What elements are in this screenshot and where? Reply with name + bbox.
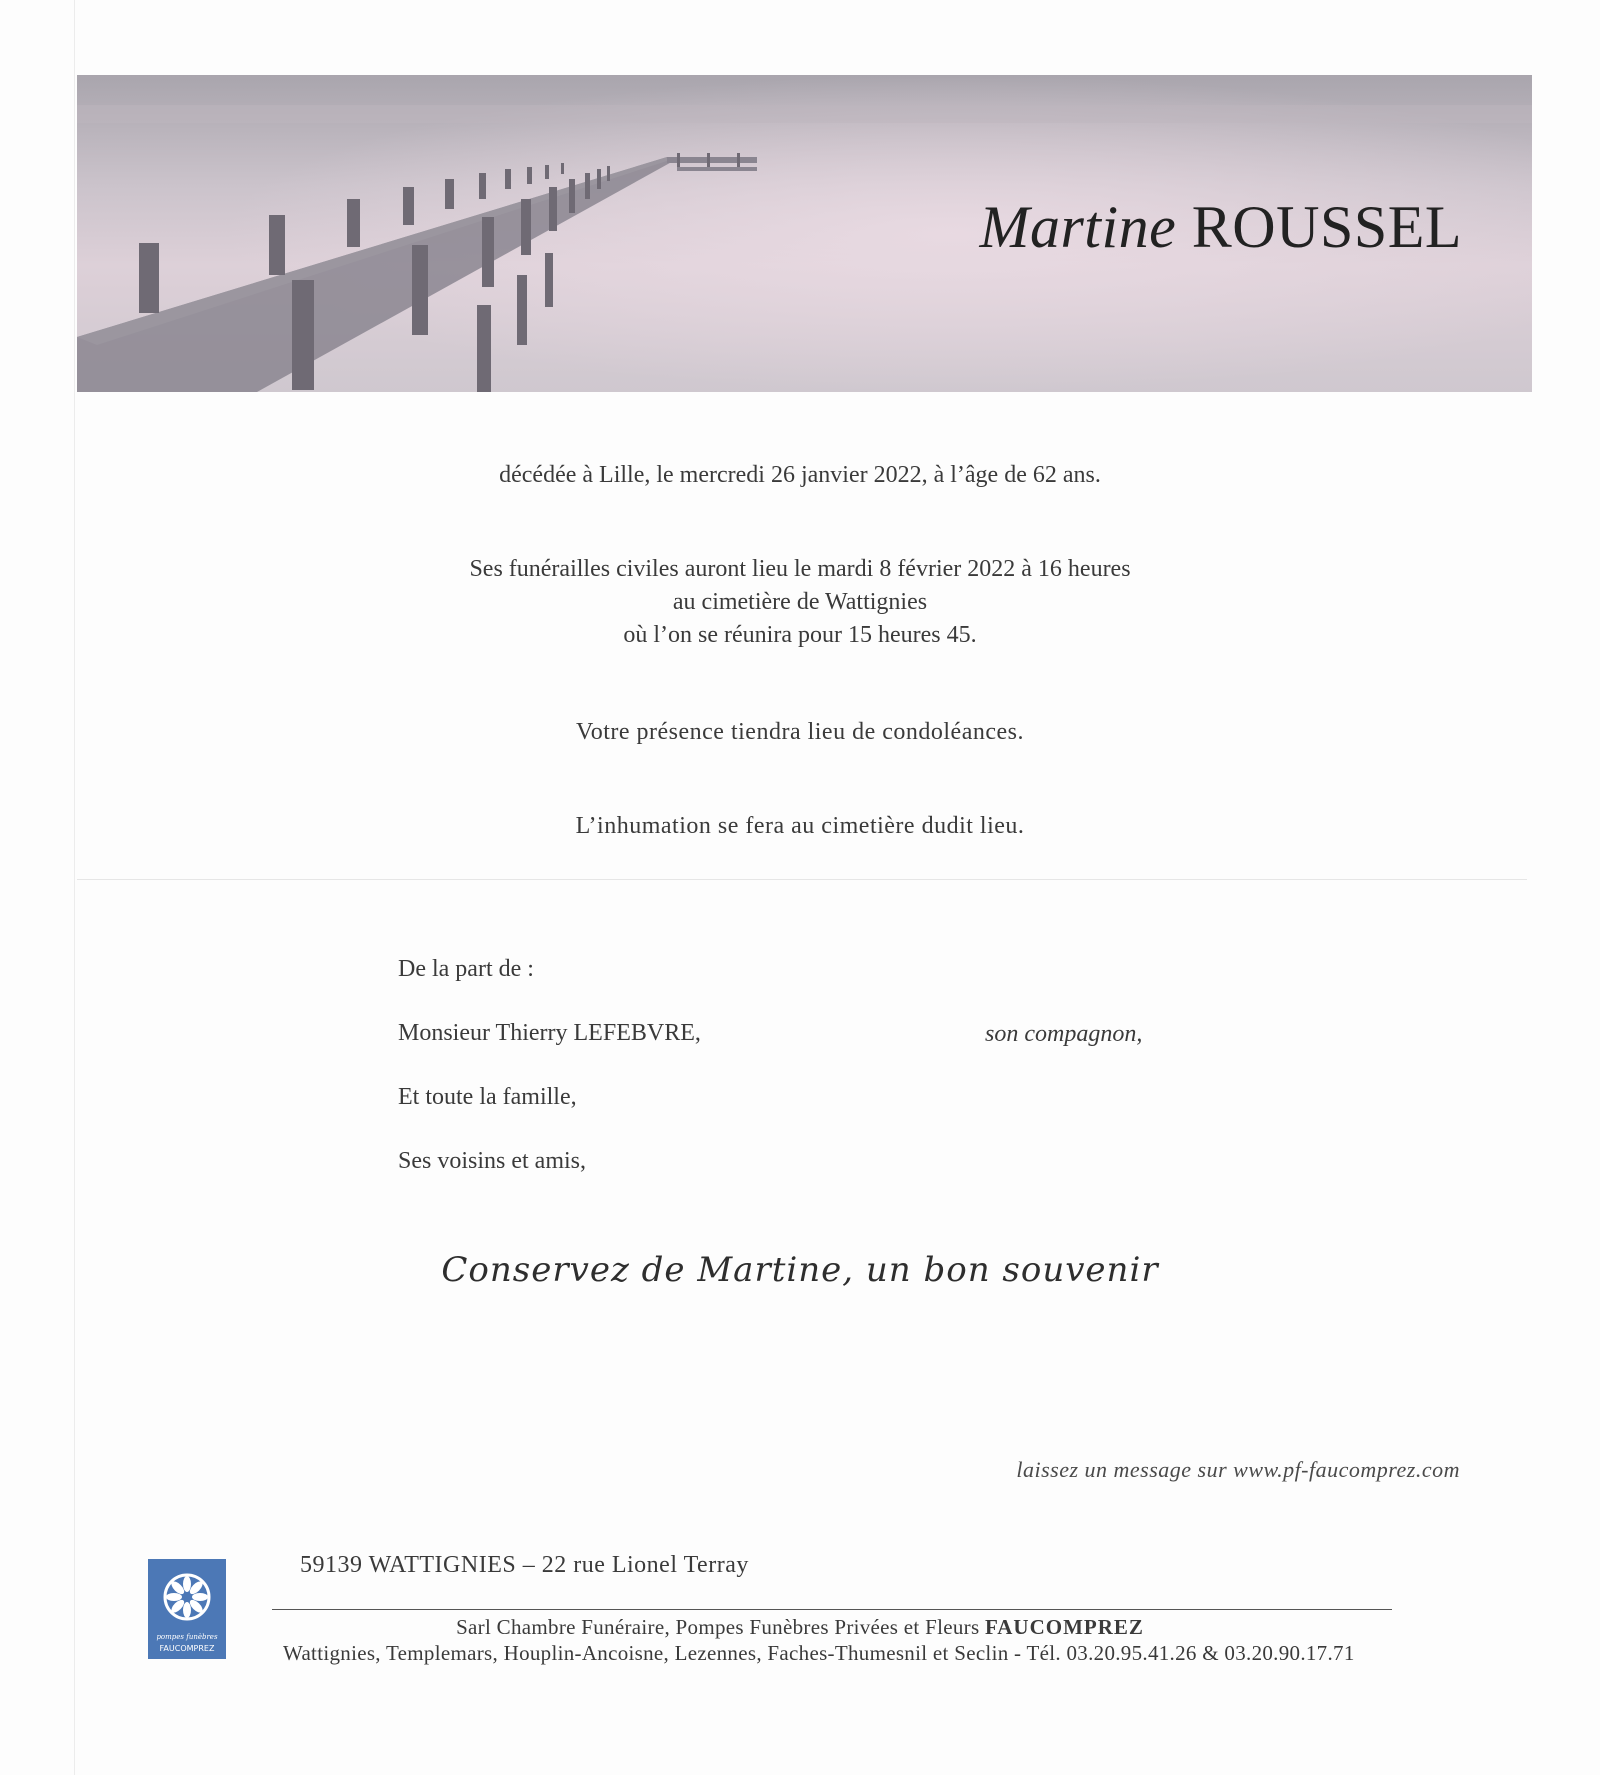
web-message: laissez un message sur www.pf-faucomprez.com — [1016, 1457, 1460, 1482]
from-line-2: Et toute la famille, — [398, 1084, 577, 1110]
condolences-note: Votre présence tiendra lieu de condoléances. — [575, 719, 1025, 745]
funeral-home-address: 59139 WATTIGNIES – 22 rue Lionel Terray — [300, 1552, 749, 1578]
locations-line: Wattignies, Templemars, Houplin-Ancoisne, Lezennes, Faches-Thumesnil et Seclin - Tél. 03.20.95.41.26 & 03.20.90.17.71 — [283, 1641, 1355, 1665]
first-name: Martine — [979, 194, 1177, 260]
from-line-3: Ses voisins et amis, — [398, 1148, 587, 1174]
funeral-line-3: où l’on se réunira pour 15 heures 45. — [623, 622, 977, 648]
funeral-line-1: Ses funérailles civiles auront lieu le mardi 8 février 2022 à 16 heures — [469, 556, 1131, 582]
company-prefix: Sarl Chambre Funéraire, Pompes Funèbres Privées et Fleurs — [456, 1615, 985, 1639]
star-flower-icon — [165, 1575, 209, 1619]
logo-text-top: pompes funèbres — [156, 1633, 218, 1641]
company-line — [0, 1615, 1600, 1640]
death-announcement: décédée à Lille, le mercredi 26 janvier 2022, à l’âge de 62 ans. — [499, 462, 1101, 488]
footer-rule — [272, 1609, 1392, 1610]
burial-note: L’inhumation se fera au cimetière dudit lieu. — [575, 813, 1025, 839]
funeral-line-2: au cimetière de Wattignies — [672, 589, 928, 615]
last-name: ROUSSEL — [1191, 194, 1462, 260]
closing-message: Conservez de Martine, un bon souvenir — [441, 1250, 1159, 1290]
fold-divider — [77, 879, 1527, 880]
deceased-name — [979, 193, 1462, 262]
page-edge — [74, 0, 75, 1775]
from-line-1: Monsieur Thierry LEFEBVRE, — [398, 1020, 701, 1046]
from-intro: De la part de : — [398, 956, 534, 982]
funeral-home-logo — [148, 1559, 226, 1659]
header-banner — [77, 75, 1532, 392]
from-role-1: son compagnon, — [985, 1021, 1143, 1047]
company-brand: FAUCOMPREZ — [984, 1615, 1144, 1639]
logo-text-bottom: FAUCOMPREZ — [159, 1644, 215, 1653]
